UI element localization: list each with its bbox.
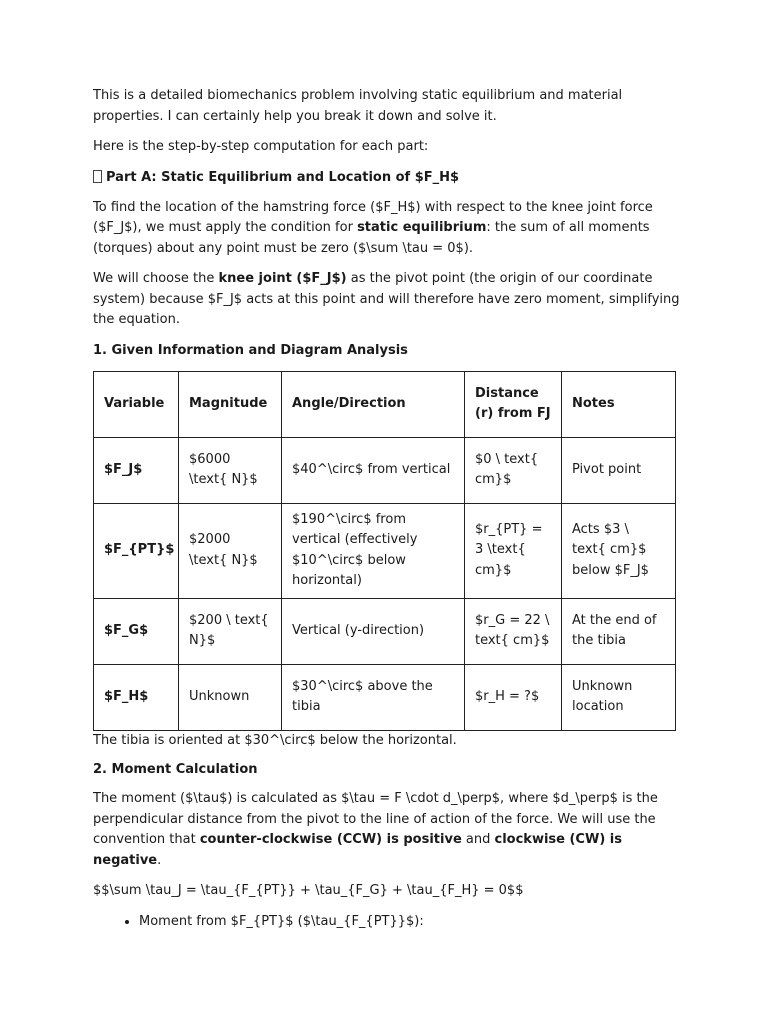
table-cell: $40^\circ$ from vertical <box>282 437 465 503</box>
document-page <box>93 86 683 932</box>
text-run: We will choose the <box>93 271 219 286</box>
table-cell: Pivot point <box>562 437 676 503</box>
table-cell: $6000 \text{ N}$ <box>179 437 282 503</box>
sum-of-moments-equation: $$\sum \tau_J = \tau_{F_{PT}} + \tau_{F_G} + \tau_{F_H} = 0$$ <box>93 883 524 898</box>
table-cell: $F_{PT}$ <box>94 503 179 598</box>
table-header-row <box>94 371 676 437</box>
table-cell: $30^\circ$ above the tibia <box>282 664 465 730</box>
table-header-cell: Distance (r) from FJ <box>465 371 562 437</box>
moment-list <box>93 912 683 933</box>
table-cell: $F_H$ <box>94 664 179 730</box>
table-cell: $2000 \text{ N}$ <box>179 503 282 598</box>
table-cell: $190^\circ$ from vertical (effectively $10^\circ$ below horizontal) <box>282 503 465 598</box>
text-run: : the sum of all moments (torques) about any point must be zero ($\sum \tau = 0$). <box>93 220 650 256</box>
table-row <box>94 437 676 503</box>
list-item: • Moment from $F_{PT}$ ($\tau_{F_{PT}}$): <box>139 912 683 933</box>
table-row <box>94 503 676 598</box>
given-information-table <box>93 371 676 731</box>
moment-paragraph <box>93 789 683 871</box>
bold-text-run: clockwise (CW) is negative <box>93 832 622 868</box>
table-row <box>94 664 676 730</box>
table-cell: $F_J$ <box>94 437 179 503</box>
section-2-heading: 2. Moment Calculation <box>93 762 258 777</box>
table-cell: $0 \ text{ cm}$ <box>465 437 562 503</box>
table-cell: $r_H = ?$ <box>465 664 562 730</box>
bold-text-run: counter-clockwise (CCW) is positive <box>199 832 462 847</box>
part-a-paragraph-2 <box>93 269 683 331</box>
table-header-cell: Angle/Direction <box>282 371 465 437</box>
table-caption: The tibia is oriented at $30^\circ$ below the horizontal. <box>93 732 457 748</box>
intro-step-line: Here is the step-by-step computation for each part: <box>93 139 429 154</box>
table-cell: Vertical (y-direction) <box>282 598 465 664</box>
text-run: as the pivot point (the origin of our coordinate system) because $F_J$ acts at this point and will therefore have zero moment, simplifying the equation. <box>93 271 680 327</box>
bold-text-run: knee joint ($F_J$) <box>218 271 347 286</box>
table-header-cell: Notes <box>562 371 676 437</box>
table-cell: At the end of the tibia <box>562 598 676 664</box>
missing-glyph-icon <box>93 170 102 183</box>
table-cell: $F_G$ <box>94 598 179 664</box>
table-cell: Unknown <box>179 664 282 730</box>
bold-text-run: static equilibrium <box>357 220 487 235</box>
part-a-heading <box>93 168 683 188</box>
table-header-cell: Variable <box>94 371 179 437</box>
table-cell: Unknown location <box>562 664 676 730</box>
text-run: and <box>461 832 495 847</box>
text-run: The moment ($\tau$) is calculated as $\tau = F \cdot d_\perp$, where $d_\perp$ is the perpendicular distance from the pivot to the line of action of the force. We will use the convention that <box>93 791 658 847</box>
section-1-heading: 1. Given Information and Diagram Analysis <box>93 342 408 358</box>
text-run: . <box>157 852 162 868</box>
part-a-paragraph-1 <box>93 198 683 260</box>
table-header-cell: Magnitude <box>179 371 282 437</box>
table-cell: $r_G = 22 \ text{ cm}$ <box>465 598 562 664</box>
text-run: To find the location of the hamstring force ($F_H$) with respect to the knee joint force ($F_J$), we must apply the condition for <box>93 199 653 235</box>
table-cell: $200 \ text{ N}$ <box>179 598 282 664</box>
part-a-heading-text: Part A: Static Equilibrium and Location of $F_H$ <box>106 169 460 185</box>
intro-paragraph: This is a detailed biomechanics problem involving static equilibrium and material properties. I can certainly help you break it down and solve it. <box>93 88 623 124</box>
table-cell: Acts $3 \ text{ cm}$ below $F_J$ <box>562 503 676 598</box>
table-cell: $r_{PT} = 3 \text{ cm}$ <box>465 503 562 598</box>
table-row <box>94 598 676 664</box>
